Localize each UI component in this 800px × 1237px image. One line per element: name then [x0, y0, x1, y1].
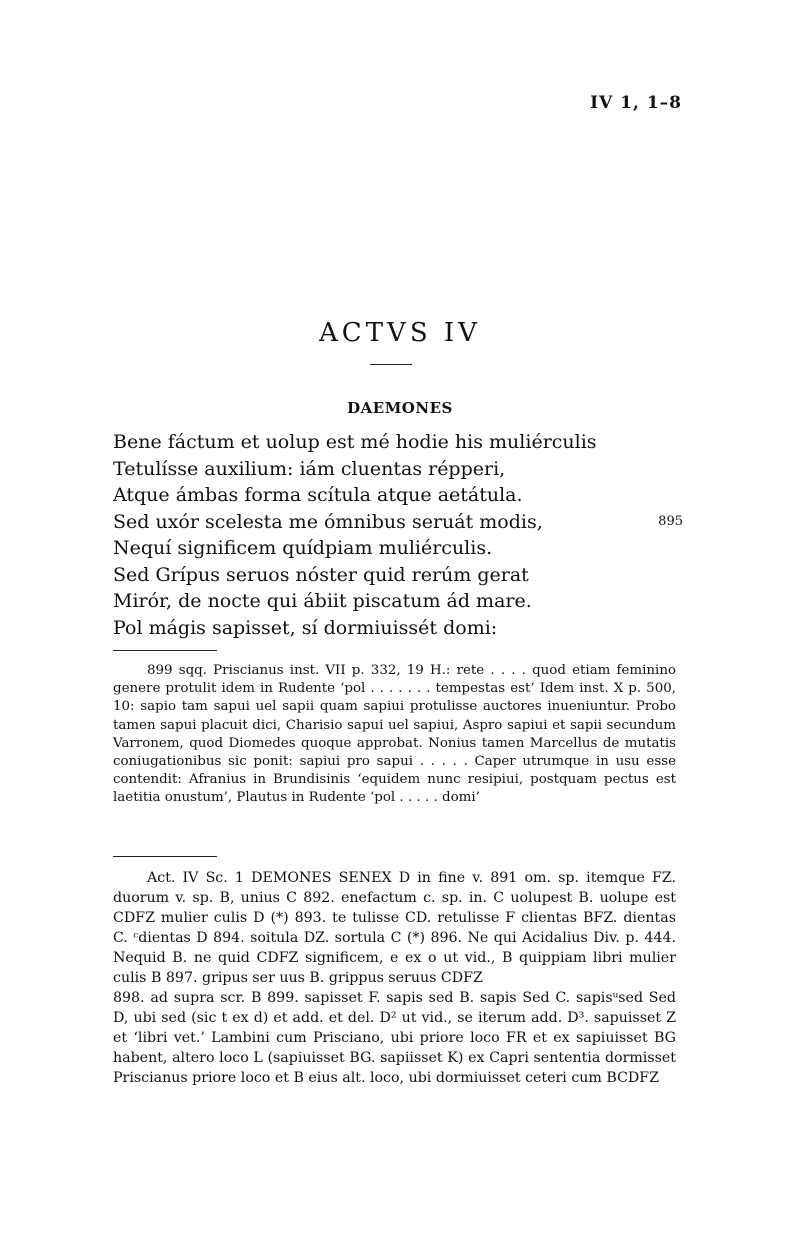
page-number: IV 1, 1–8 — [590, 93, 682, 113]
verse-text: Mirór, de nocte qui ábiit piscatum ád mare. — [113, 590, 532, 612]
verse-text: Tetulísse auxilium: iám cluentas répperi, — [113, 457, 506, 480]
verse-text: Sed Grípus seruos nóster quid rerúm gerat — [113, 563, 529, 586]
verse-block — [113, 429, 683, 641]
speaker-name: DAEMONES — [347, 399, 453, 417]
verse-text: Atque ámbas forma scítula atque aetátula. — [113, 484, 523, 506]
verse-text: Nequí significem quídpiam muliérculis. — [113, 537, 493, 559]
testimonia-note — [113, 662, 676, 808]
verse-line — [113, 482, 683, 509]
act-title: ACTVS IV — [319, 318, 481, 348]
verse-line — [113, 562, 683, 589]
verse-line — [113, 588, 683, 615]
apparatus-paragraph: Act. IV Sc. 1 DEMONES SENEX D in fine v. 891 om. sp. itemque FZ. duorum v. sp. B, unius C 892. enefactum c. sp. in. C uolupest B. uolupe est CDFZ mulier culis D (*) 893. te tulisse CD. retulisse F clientas BFZ. dientas C. ᶜdientas D 894. soitula DZ. sortula C (*) 896. Ne qui Acidalius Div. p. 444. Nequid B. ne quid CDFZ significem, e ex o ut vid., B quippiam libri mulier culis B 897. gripus ser uus B. grippus seruus CDFZ — [113, 870, 676, 986]
verse-number: 895 — [658, 513, 683, 529]
testimonia-text: 899 sqq. Priscianus inst. VII p. 332, 19 H.: rete . . . . quod etiam feminino genere protulit idem in Rudente ‘pol . . . . . . . tempestas est’ Idem inst. X p. 500, 10: sapio tam sapui uel sapii quam sapiui protulisse auctores inueniuntur. Probo tamen sapui placuit dici, Charisio sapui uel sapiui, Aspro sapiui et sapii secundum Varronem, quod Diomedes quoque approbat. Nonius tamen Marcellus de mutatis coniugationibus sic ponit: sapiui pro sapui . . . . . Caper utrumque in usu esse contendit: Afranius in Brundisinis ‘equidem nunc resipiui, postquam pectus est laetitia onustum’, Plautus in Rudente ‘pol . . . . . domi’ — [113, 663, 676, 806]
apparatus-paragraph: 898. ad supra scr. B 899. sapisset F. sapis sed B. sapis Sed C. sapisᵘsed Sed D, ubi sed (sic t ex d) et add. et del. D² ut vid., se iterum add. D³. sapuisset Z et ‘libri vet.’ Lambini cum Prisciano, ubi priore loco FR et ex sapiuisset BG habent, altero loco L (sapiuisset BG. sapiisset K) ex Capri sententia dormisset Priscianus priore loco et B eius alt. loco, ubi dormiuisset ceteri cum BCDFZ — [113, 990, 676, 1086]
footnote-divider — [113, 650, 217, 651]
verse-line — [113, 615, 683, 642]
verse-line — [113, 509, 683, 536]
critical-apparatus — [113, 868, 676, 1088]
title-divider — [370, 364, 412, 365]
verse-text: Bene fáctum et uolup est mé hodie his muliérculis — [113, 431, 597, 453]
verse-line — [113, 456, 683, 483]
apparatus-divider — [113, 856, 217, 857]
verse-text: Pol mágis sapisset, sí dormiuissét domi: — [113, 616, 498, 639]
verse-line — [113, 429, 683, 456]
verse-line — [113, 535, 683, 562]
verse-text: Sed uxór scelesta me ómnibus seruát modis, — [113, 510, 543, 533]
